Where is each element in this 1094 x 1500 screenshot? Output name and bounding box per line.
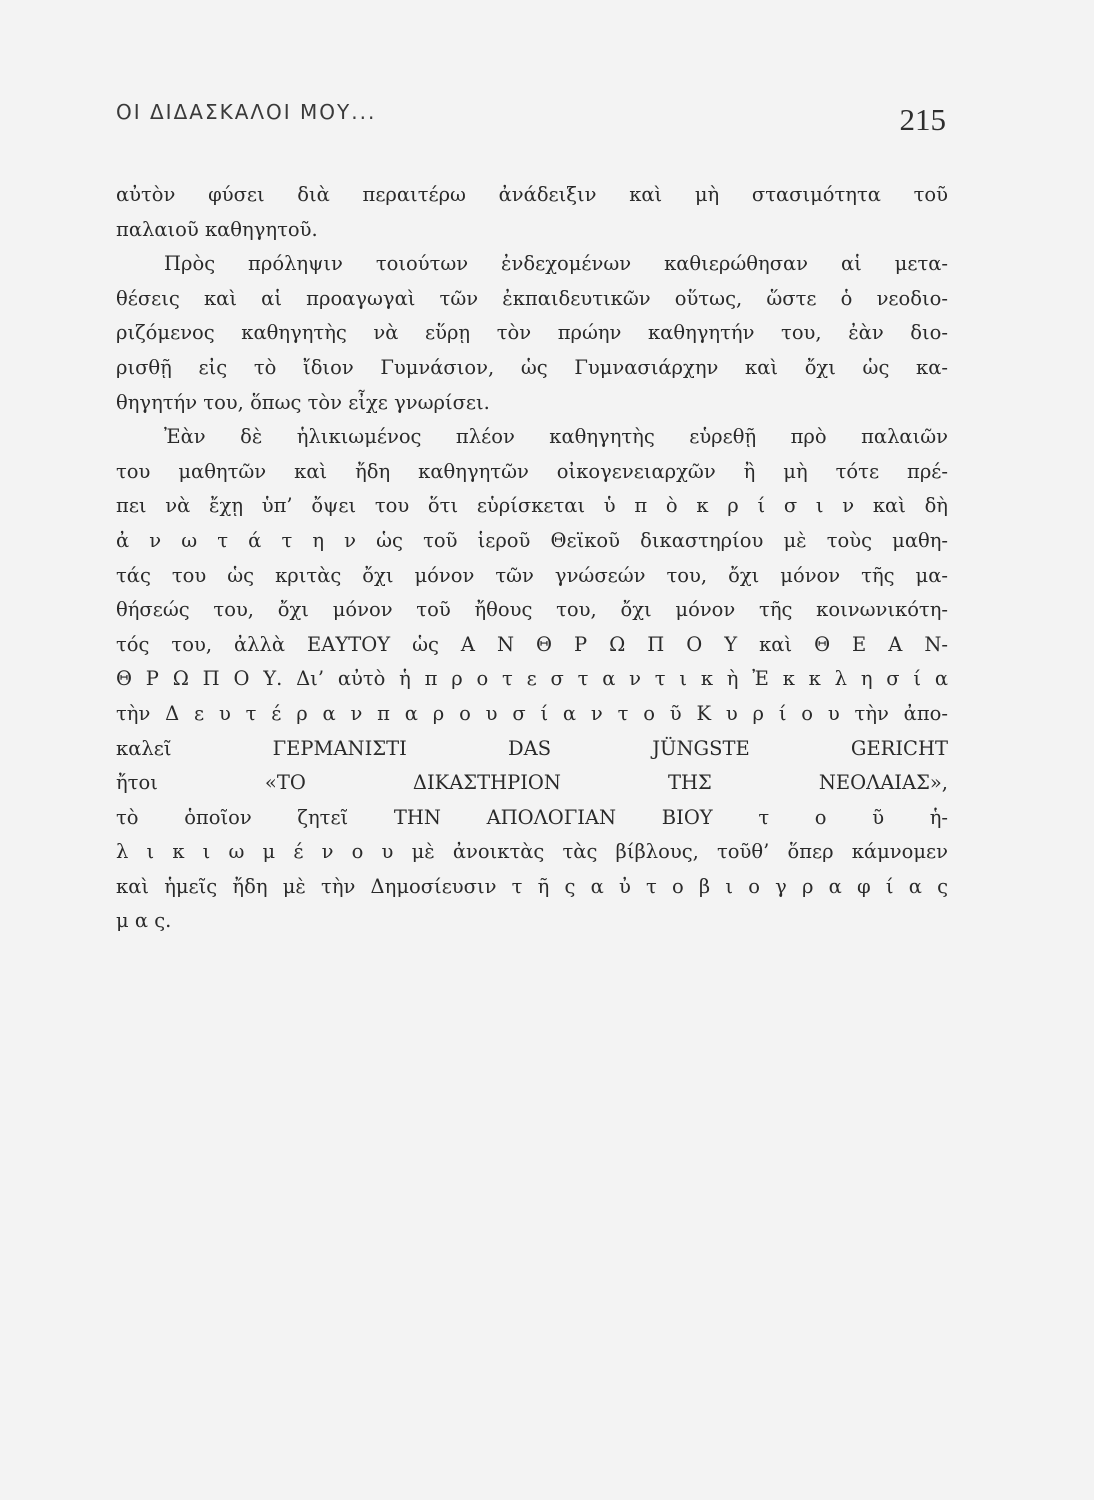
text-line: τός του, ἀλλὰ ΕΑΥΤΟΥ ὡς Α Ν Θ Ρ Ω Π Ο Υ καὶ Θ Ε Α Ν- [116,632,948,656]
text-line: ριζόμενος καθηγητὴς νὰ εὕρῃ τὸν πρώην καθηγητήν του, ἐὰν διο- [116,321,948,345]
text-line: ἤτοι «ΤΟ ΔΙΚΑΣΤΗΡΙΟΝ ΤΗΣ ΝΕΟΛΑΙΑΣ», [116,771,948,795]
text-line: θηγητήν του, ὅπως τὸν εἶχε γνωρίσει. [116,390,490,414]
text-line: ἀ ν ω τ ά τ η ν ὡς τοῦ ἱεροῦ Θεϊκοῦ δικαστηρίου μὲ τοὺς μαθη- [116,528,948,552]
text-line: καὶ ἡμεῖς ἤδη μὲ τὴν Δημοσίευσιν τ ῆ ς α ὐ τ ο β ι ο γ ρ α φ ί α ς [116,874,948,898]
text-line: Ἐὰν δὲ ἡλικιωμένος πλέον καθηγητὴς εὑρεθῇ πρὸ παλαιῶν [164,425,948,449]
text-line: καλεῖ ΓΕΡΜΑΝΙΣΤΙ DAS JÜNGSTE GERICHT [116,736,948,760]
text-line: αὐτὸν φύσει διὰ περαιτέρω ἀνάδειξιν καὶ μὴ στασιμότητα τοῦ [116,183,948,206]
text-line: Θ Ρ Ω Π Ο Υ. Δι’ αὐτὸ ἡ π ρ ο τ ε σ τ α ν τ ι κ ὴ Ἐ κ κ λ η σ ί α [116,667,948,691]
running-head: ΟΙ ΔΙΔΑΣΚΑΛΟΙ ΜΟΥ... [116,100,377,124]
text-line: παλαιοῦ καθηγητοῦ. [116,217,318,241]
page-number: 215 [899,102,946,137]
text-line: τὸ ὁποῖον ζητεῖ ΤΗΝ ΑΠΟΛΟΓΙΑΝ ΒΙΟΥ τ ο ῦ ἡ- [116,805,948,829]
text-line: πει νὰ ἔχῃ ὑπ’ ὄψει του ὅτι εὑρίσκεται ὑ π ὸ κ ρ ί σ ι ν καὶ δὴ [116,494,948,518]
text-line: Πρὸς πρόληψιν τοιούτων ἐνδεχομένων καθιερώθησαν αἱ μετα- [164,252,948,276]
text-line: θέσεις καὶ αἱ προαγωγαὶ τῶν ἐκπαιδευτικῶν οὕτως, ὥστε ὁ νεοδιο- [116,286,948,310]
text-line: θήσεώς του, ὄχι μόνον τοῦ ἤθους του, ὄχι μόνον τῆς κοινωνικότη- [116,598,948,622]
text-line: τάς του ὡς κριτὰς ὄχι μόνον τῶν γνώσεών του, ὄχι μόνον τῆς μα- [116,563,948,587]
text-line: τὴν Δ ε υ τ έ ρ α ν π α ρ ο υ σ ί α ν τ ο ῦ Κ υ ρ ί ο υ τὴν ἀπο- [116,701,948,725]
text-line: ρισθῇ εἰς τὸ ἴδιον Γυμνάσιον, ὡς Γυμνασιάρχην καὶ ὄχι ὡς κα- [116,355,948,379]
text-line: του μαθητῶν καὶ ἤδη καθηγητῶν οἰκογενειαρχῶν ἢ μὴ τότε πρέ- [116,459,948,483]
text-line: μ α ς. [116,909,172,933]
text-line: λ ι κ ι ω μ έ ν ο υ μὲ ἀνοικτὰς τὰς βίβλους, τοῦθ’ ὅπερ κάμνομεν [116,840,948,864]
body-text [116,178,948,939]
